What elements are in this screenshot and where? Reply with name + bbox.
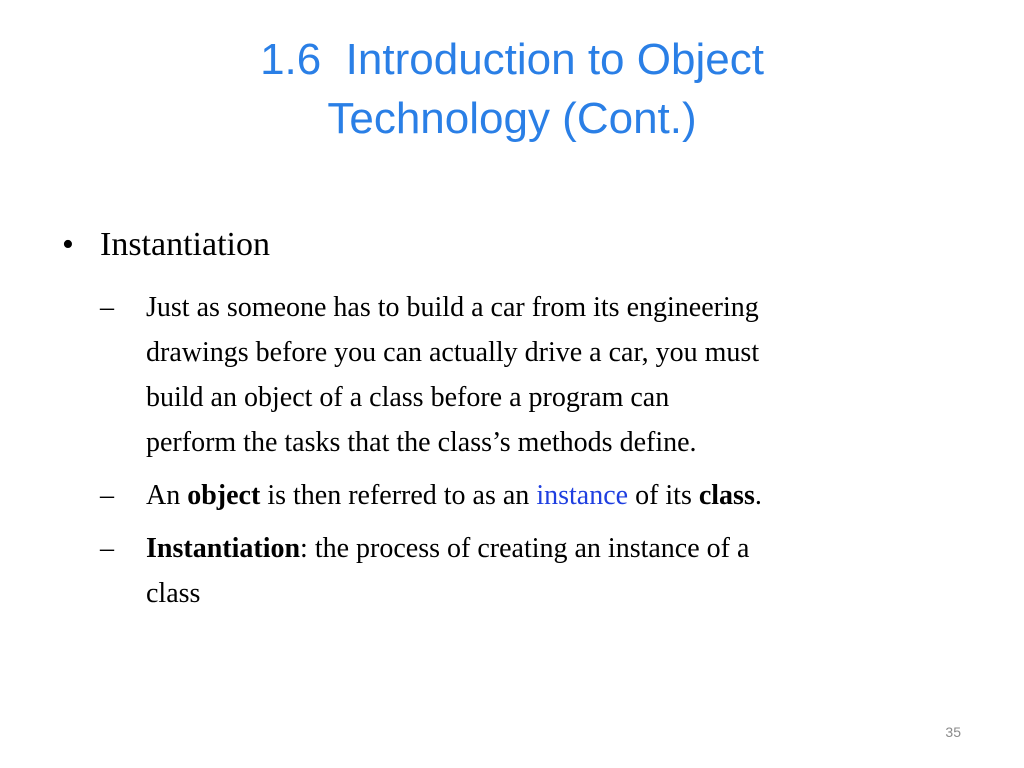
sub-bullet-car-analogy <box>100 285 972 465</box>
definition-text: : the process of creating an instance of a <box>300 533 750 564</box>
sub-bullet-instance <box>100 473 972 518</box>
dash-marker: – <box>100 480 114 511</box>
bullet-marker: • <box>62 226 74 263</box>
sub-bullet-line: drawings before you can actually drive a car, you must <box>146 337 760 368</box>
bullet-instantiation <box>62 225 972 265</box>
slide-title <box>40 30 984 148</box>
text-fragment: of its <box>628 480 699 511</box>
sub-bullet-line: Just as someone has to build a car from its engineering <box>146 292 759 323</box>
dash-marker: – <box>100 292 114 323</box>
text-fragment: is then referred to as an <box>260 480 537 511</box>
page-number: 35 <box>945 724 961 740</box>
text-fragment: . <box>754 480 762 511</box>
slide-body <box>62 225 972 624</box>
sub-bullet-list <box>100 285 972 616</box>
text-fragment: An <box>146 480 188 511</box>
dash-marker: – <box>100 533 114 564</box>
term-instance: instance <box>536 480 629 511</box>
definition-text: class <box>146 578 201 609</box>
sub-bullet-line: build an object of a class before a program can <box>146 382 670 413</box>
sub-bullet-definition <box>100 526 972 616</box>
sub-bullet-line: perform the tasks that the class’s methods define. <box>146 427 697 458</box>
title-line-2: Technology (Cont.) <box>327 94 697 143</box>
term-class: class <box>698 480 755 511</box>
bullet-text: Instantiation <box>100 226 270 263</box>
title-line-1: 1.6 Introduction to Object <box>260 35 764 84</box>
term-instantiation: Instantiation <box>146 533 301 564</box>
term-object: object <box>187 480 261 511</box>
